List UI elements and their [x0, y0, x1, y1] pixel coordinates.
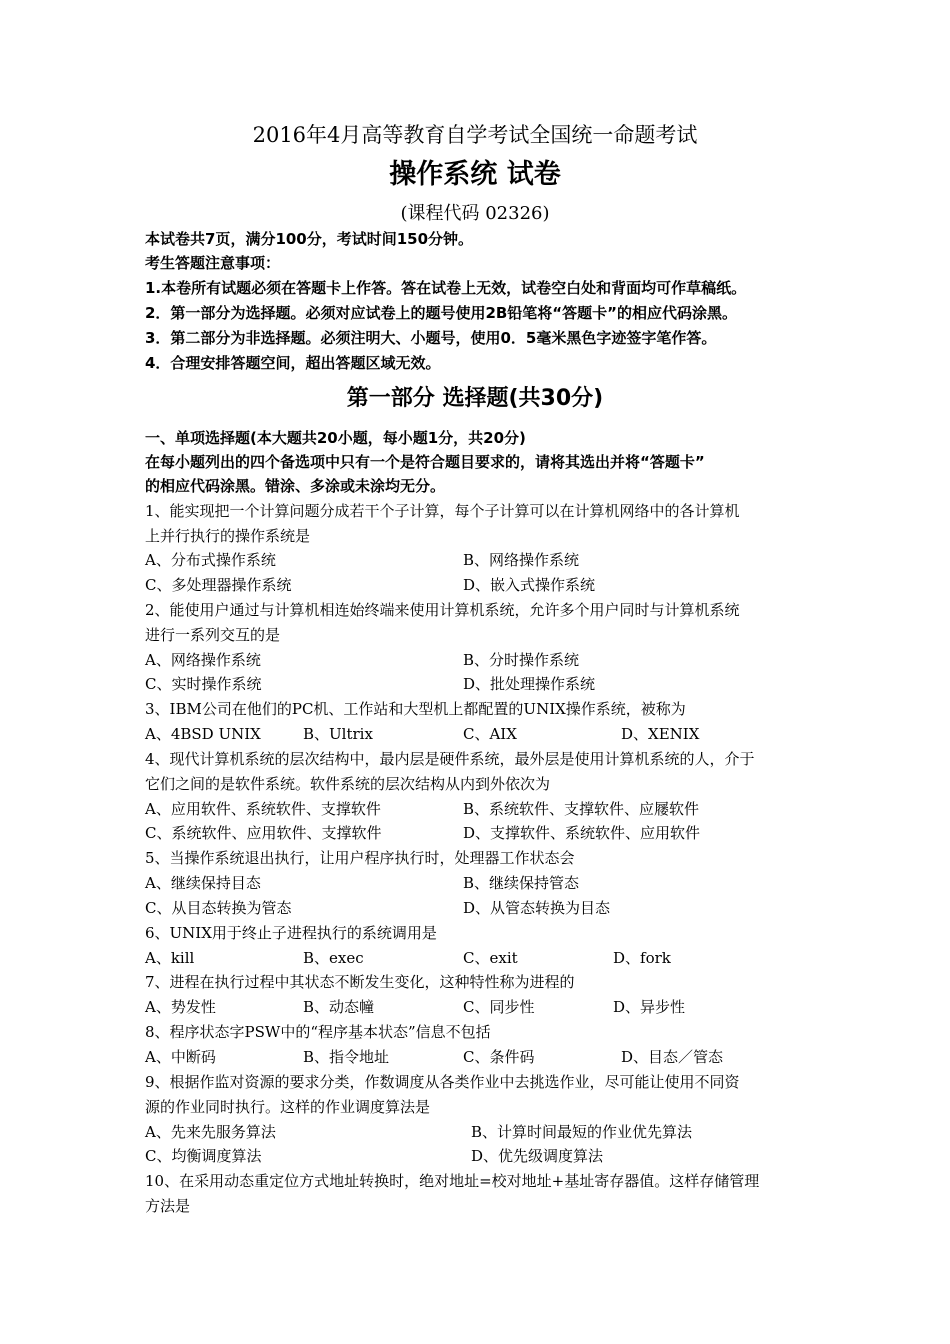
- question-2-text: 进行一系列交互的是: [145, 626, 281, 644]
- question-9-text: 源的作业同时执行。这样的作业调度算法是: [145, 1098, 431, 1116]
- question-1-text: 上并行执行的操作系统是: [145, 527, 311, 545]
- course-code: (课程代码 02326): [400, 203, 550, 224]
- q5-option-d: D、从管态转换为目态: [463, 899, 611, 917]
- q5-option-b: B、继续保持管态: [463, 874, 580, 892]
- note-item: 4．合理安排答题空间，超出答题区域无效。: [145, 354, 441, 372]
- question-4-text: 4、现代计算机系统的层次结构中，最内层是硬件系统，最外层是使用计算机系统的人，介于: [145, 750, 755, 768]
- q9-option-a: A、先来先服务算法: [145, 1123, 276, 1141]
- q6-option-b: B、exec: [303, 949, 364, 967]
- q8-option-d: D、目态／管态: [621, 1048, 724, 1066]
- question-8-text: 8、程序状态字PSW中的“程序基本状态”信息不包括: [145, 1023, 491, 1041]
- q1-option-b: B、网络操作系统: [463, 551, 580, 569]
- q6-option-d: D、fork: [613, 949, 671, 967]
- q2-option-a: A、网络操作系统: [145, 651, 261, 669]
- part1-title: 第一部分 选择题(共30分): [346, 386, 604, 411]
- exam-header: 2016年4月高等教育自学考试全国统一命题考试: [252, 123, 698, 147]
- question-1-text: 1、能实现把一个计算问题分成若干个子计算，每个子计算可以在计算机网络中的各计算机: [145, 502, 740, 520]
- q9-option-d: D、优先级调度算法: [471, 1147, 604, 1165]
- q2-option-d: D、批处理操作系统: [463, 675, 596, 693]
- q1-option-c: C、多处理器操作系统: [145, 576, 292, 594]
- q7-option-d: D、异步性: [613, 998, 686, 1016]
- q4-option-a: A、应用软件、系统软件、支撑软件: [145, 800, 381, 818]
- question-5-text: 5、当操作系统退出执行，让用户程序执行时，处理器工作状态会: [145, 849, 575, 867]
- q5-option-c: C、从目态转换为管态: [145, 899, 292, 917]
- notes-heading: 考生答题注意事项：: [145, 254, 281, 272]
- q6-option-a: A、kill: [145, 949, 195, 967]
- q7-option-a: A、势发性: [145, 998, 216, 1016]
- q4-option-c: C、系统软件、应用软件、支撑软件: [145, 824, 382, 842]
- q5-option-a: A、继续保持目态: [145, 874, 261, 892]
- note-item: 3．第二部分为非选择题。必须注明大、小题号，使用0．5毫米黑色字迹签字笔作答。: [145, 329, 717, 347]
- question-4-text: 它们之间的是软件系统。软件系统的层次结构从内到外依次为: [145, 775, 551, 793]
- q6-option-c: C、exit: [463, 949, 518, 967]
- question-3-text: 3、IBM公司在他们的PC机、工作站和大型机上都配置的UNIX操作系统，被称为: [145, 700, 686, 718]
- question-6-text: 6、UNIX用于终止子进程执行的系统调用是: [145, 924, 437, 942]
- note-item: 2．第一部分为选择题。必须对应试卷上的题号使用2B铅笔将“答题卡”的相应代码涂黑。: [145, 304, 738, 322]
- q4-option-b: B、系统软件、支撑软件、应屦软件: [463, 800, 700, 818]
- q8-option-a: A、中断码: [145, 1048, 216, 1066]
- exam-summary: 本试卷共7页，满分100分，考试时间150分钟。: [145, 230, 474, 248]
- q8-option-c: C、条件码: [463, 1048, 535, 1066]
- q1-option-a: A、分布式操作系统: [145, 551, 276, 569]
- question-9-text: 9、根据作监对资源的要求分类，作数调度从各类作业中去挑选作业，尽可能让使用不同资: [145, 1073, 740, 1091]
- question-10-text: 10、在采用动态重定位方式地址转换时，绝对地址=校对地址+基址寄存器值。这样存储管理: [145, 1172, 760, 1190]
- q8-option-b: B、指令地址: [303, 1048, 390, 1066]
- q7-option-b: B、动态幢: [303, 998, 375, 1016]
- instruction-line: 的相应代码涂黑。错涂、多涂或未涂均无分。: [145, 477, 446, 495]
- exam-title: 操作系统 试卷: [389, 159, 561, 190]
- q3-option-d: D、XENIX: [621, 725, 700, 743]
- q2-option-c: C、实时操作系统: [145, 675, 262, 693]
- q9-option-c: C、均衡调度算法: [145, 1147, 262, 1165]
- q2-option-b: B、分时操作系统: [463, 651, 580, 669]
- q3-option-a: A、4BSD UNIX: [145, 725, 261, 743]
- q9-option-b: B、计算时间最短的作业优先算法: [471, 1123, 693, 1141]
- q7-option-c: C、同步性: [463, 998, 535, 1016]
- instruction-line: 在每小题列出的四个备选项中只有一个是符合题目要求的，请将其选出并将“答题卡”: [145, 453, 705, 471]
- q4-option-d: D、支撑软件、系统软件、应用软件: [463, 824, 701, 842]
- question-2-text: 2、能使用户通过与计算机相连始终端来使用计算机系统，允许多个用户同时与计算机系统: [145, 601, 740, 619]
- section-heading: 一、单项选择题(本大题共20小题，每小题1分，共20分): [145, 429, 526, 447]
- q3-option-b: B、Ultrix: [303, 725, 373, 743]
- q3-option-c: C、AIX: [463, 725, 517, 743]
- question-10-text: 方法是: [145, 1197, 191, 1215]
- q1-option-d: D、嵌入式操作系统: [463, 576, 596, 594]
- note-item: 1.本卷所有试题必须在答题卡上作答。答在试卷上无效，试卷空白处和背面均可作草稿纸。: [145, 279, 747, 297]
- question-7-text: 7、进程在执行过程中其状态不断发生变化，这种特性称为进程的: [145, 973, 575, 991]
